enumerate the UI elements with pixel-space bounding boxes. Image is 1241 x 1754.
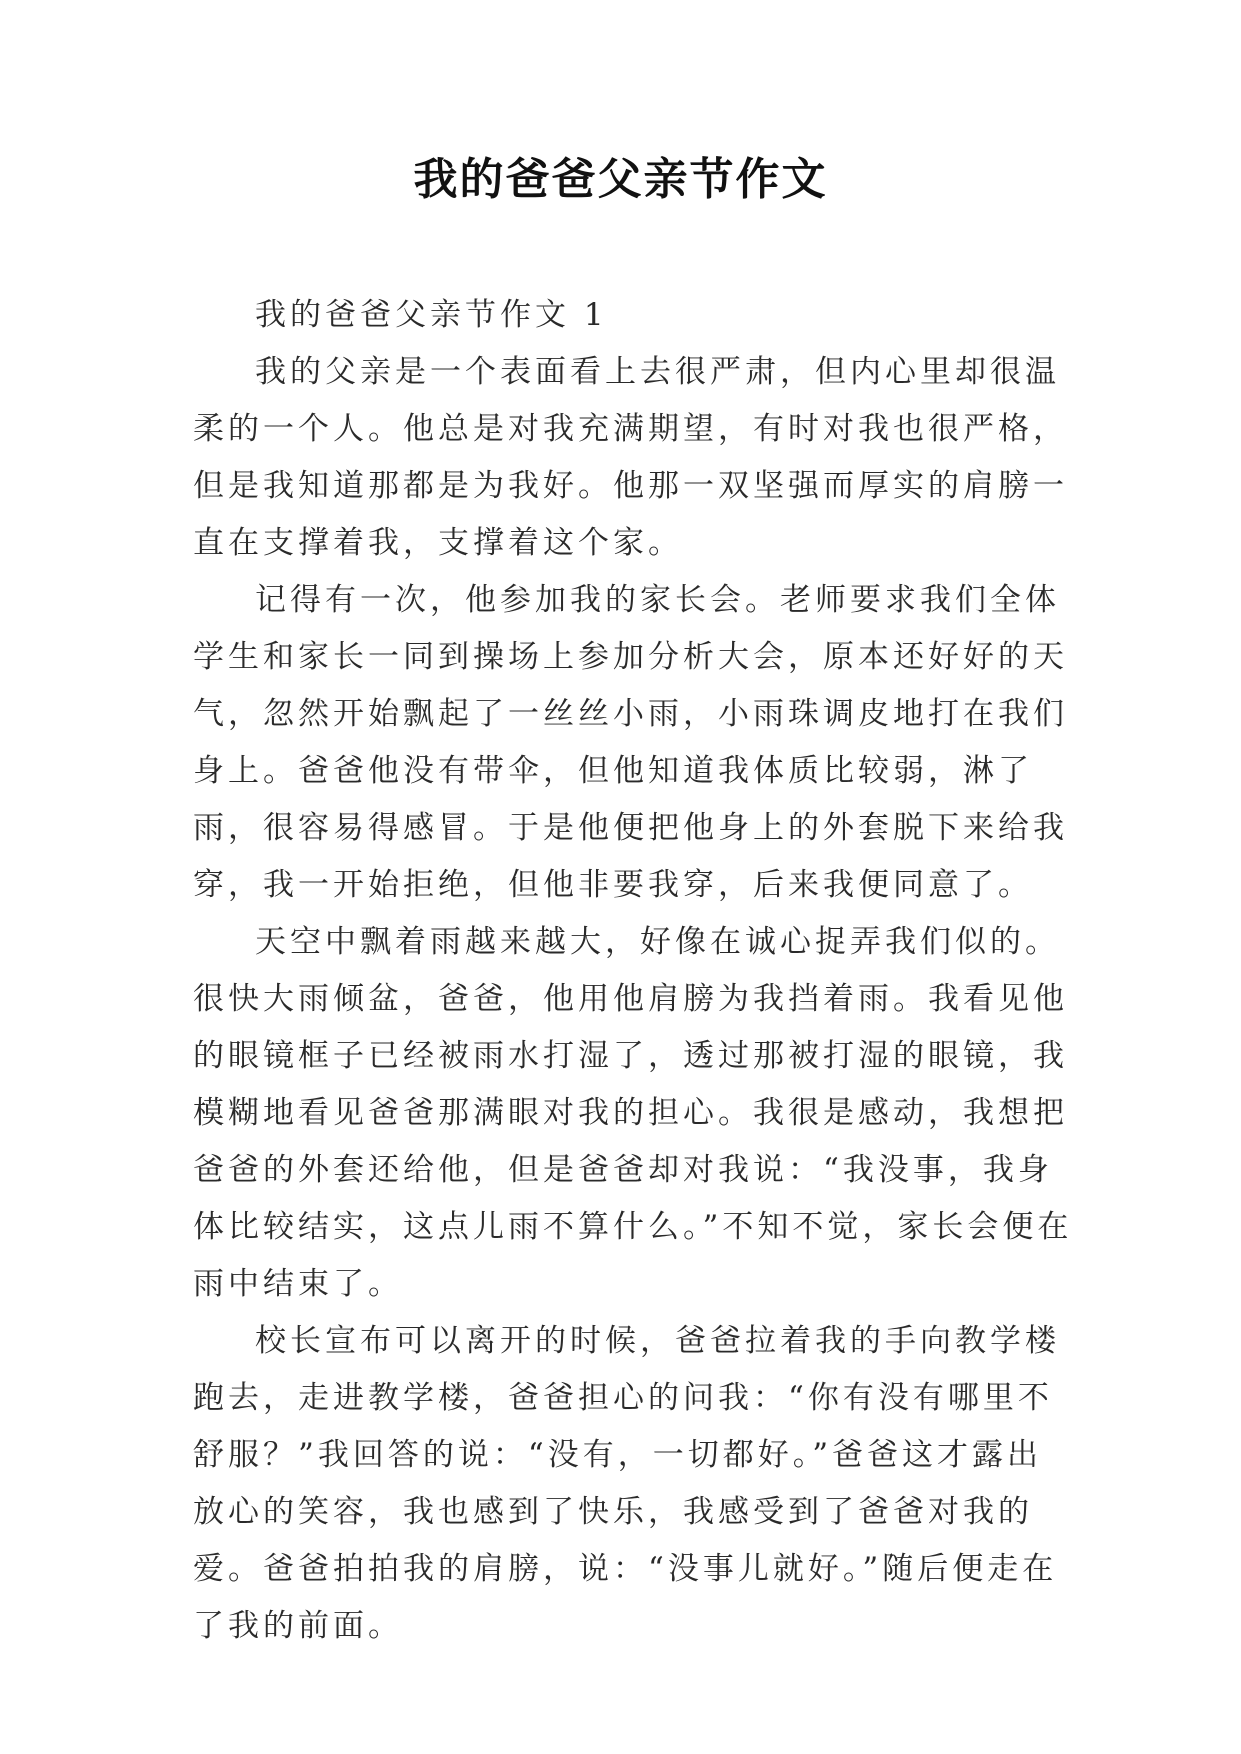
document-title: 我的爸爸父亲节作文 bbox=[413, 154, 828, 205]
essay-subheading: 我的爸爸父亲节作文 1 bbox=[255, 297, 608, 333]
paragraph-3: 天空中飘着雨越来越大，好像在诚心捉弄我们似的。很快大雨倾盆，爸爸，他用他肩膀为我挡着雨。我看见他的眼镜框子已经被雨水打湿了，透过那被打湿的眼镜，我模糊地看见爸爸那满眼对我的担心。我很是感动，我想把爸爸的外套还给他，但是爸爸却对我说：“我没事，我身体比较结实，这点儿雨不算什么。”不知不觉，家长会便在雨中结束了。 bbox=[193, 924, 1073, 1302]
document-body bbox=[193, 287, 1073, 1655]
paragraph-1: 我的父亲是一个表面看上去很严肃，但内心里却很温柔的一个人。他总是对我充满期望，有时对我也很严格，但是我知道那都是为我好。他那一双坚强而厚实的肩膀一直在支撑着我，支撑着这个家。 bbox=[193, 354, 1068, 561]
paragraph-2: 记得有一次，他参加我的家长会。老师要求我们全体学生和家长一同到操场上参加分析大会，原本还好好的天气，忽然开始飘起了一丝丝小雨，小雨珠调皮地打在我们身上。爸爸他没有带伞，但他知道我体质比较弱，淋了雨，很容易得感冒。于是他便把他身上的外套脱下来给我穿，我一开始拒绝，但他非要我穿，后来我便同意了。 bbox=[193, 582, 1068, 903]
paragraph-4: 校长宣布可以离开的时候，爸爸拉着我的手向教学楼跑去，走进教学楼，爸爸担心的问我：“你有没有哪里不舒服？”我回答的说：“没有，一切都好。”爸爸这才露出放心的笑容，我也感到了快乐，我感受到了爸爸对我的爱。爸爸拍拍我的肩膀，说：“没事儿就好。”随后便走在了我的前面。 bbox=[193, 1323, 1060, 1644]
